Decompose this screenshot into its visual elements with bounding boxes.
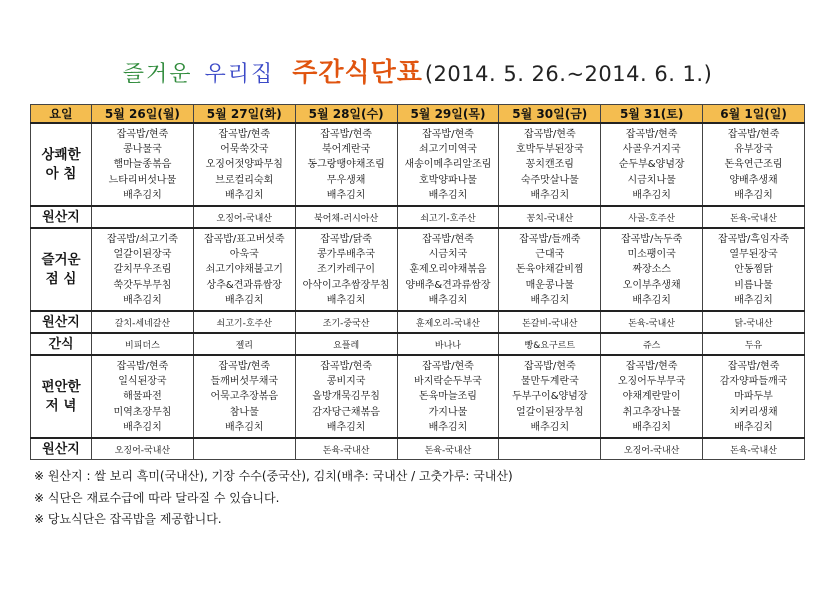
origin-label: 원산지 [31,311,92,333]
menu-item: 해물파전 [123,391,162,403]
menu-item: 북어계란국 [321,144,371,156]
origin-cell: 쇠고기-호주산 [397,206,499,228]
menu-item: 오징어젓양파무침 [205,159,283,171]
dinner-label [31,355,92,438]
menu-item: 잡곡밥/현죽 [422,129,474,140]
lunch-cell [703,228,805,311]
dinner-row [31,355,805,438]
origin-cell: 돈육-국내산 [703,206,805,228]
menu-item: 잡곡밥/현죽 [625,361,678,373]
menu-item: 어묵쑥갓국 [220,144,269,156]
menu-item: 잡곡밥/현죽 [422,361,474,373]
dinner-cell [295,355,397,438]
menu-item: 잡곡밥/표고버섯죽 [203,234,285,246]
title-main: 주간식단표 [292,58,423,88]
menu-item: 양배추&견과류쌈장 [405,279,491,291]
menu-item: 잡곡밥/녹두죽 [620,234,683,246]
origin-cell [193,438,295,460]
origin-cell [499,438,601,460]
snack-cell: 두유 [703,333,805,355]
origin-cell: 닭-국내산 [703,311,805,333]
menu-item: 잡곡밥/현죽 [116,361,169,373]
footnotes [34,466,513,531]
menu-item: 콩비지국 [326,376,366,388]
menu-item: 잡곡밥/현죽 [523,129,576,140]
menu-item: 치커리생채 [729,406,778,418]
breakfast-label-line2: 아 침 [45,165,77,182]
snack-row [31,333,805,355]
menu-item: 배추김치 [428,189,468,201]
menu-title [0,52,835,89]
menu-item: 배추김치 [224,294,264,306]
menu-item: 배추김치 [224,421,264,433]
menu-item: 짜장소스 [632,264,671,276]
snack-cell: 바나나 [397,333,499,355]
menu-item: 오징어두부무국 [617,376,686,388]
menu-item: 잡곡밥/현죽 [523,361,576,373]
lunch-cell [601,228,703,311]
menu-item: 상추&견과류쌈장 [206,279,282,291]
origin-cell: 돈갈비-국내산 [499,311,601,333]
menu-item: 배추김치 [632,421,671,433]
menu-item: 배추김치 [632,189,671,201]
menu-item: 취고추장나물 [622,406,681,418]
menu-item: 순두부&양념장 [618,159,685,171]
lunch-origin-row [31,311,805,333]
title-part2: 우리집 [204,62,275,87]
menu-item: 잡곡밥/닭죽 [320,234,372,246]
menu-item: 야채계란말이 [622,391,681,403]
menu-item: 열무된장국 [729,249,778,261]
snack-cell: 쥬스 [601,333,703,355]
menu-item: 잡곡밥/현죽 [320,129,372,140]
menu-item: 안동찜닭 [734,264,773,276]
menu-item: 호박두부된장국 [515,144,584,156]
menu-item: 얼갈이된장무침 [515,406,584,418]
origin-cell: 꽁치-국내산 [499,206,601,228]
menu-item: 잡곡밥/현죽 [625,129,678,140]
breakfast-origin-row [31,206,805,228]
menu-item: 배추김치 [224,189,264,201]
menu-item: 새송이메추리알조림 [404,159,492,171]
header-label: 요일 [31,105,92,124]
menu-item: 미역초장무침 [113,406,172,418]
menu-item: 잡곡밥/현죽 [218,361,271,373]
menu-item: 잡곡밥/현죽 [727,361,780,373]
breakfast-cell [703,123,805,206]
menu-item: 잡곡밥/현죽 [218,129,271,140]
menu-item: 배추김치 [326,294,366,306]
menu-item: 배추김치 [530,189,570,201]
breakfast-cell [397,123,499,206]
menu-item: 잡곡밥/들깨죽 [519,234,581,246]
menu-item: 배추김치 [428,294,468,306]
menu-item: 훈제오리야채볶음 [409,264,487,276]
menu-item: 아욱국 [229,249,259,261]
menu-item: 배추김치 [326,189,366,201]
origin-cell: 돈육-국내산 [703,438,805,460]
menu-item: 오이부추생채 [622,279,681,291]
lunch-cell [295,228,397,311]
header-day: 5월 26일(월) [92,105,194,124]
snack-cell: 빵&요구르트 [499,333,601,355]
menu-item: 배추김치 [632,294,671,306]
menu-item: 콩가루배추국 [317,249,376,261]
origin-cell: 사골-호주산 [601,206,703,228]
menu-item: 들깨버섯무채국 [210,376,279,388]
menu-item: 돈육마늘조림 [418,391,477,403]
breakfast-row [31,123,805,206]
menu-item: 물만두계란국 [520,376,579,388]
header-day: 5월 31(토) [601,105,703,124]
dinner-label-line1: 편안한 [41,378,81,395]
menu-item: 브로컬리숙회 [215,174,274,186]
header-row [31,105,805,124]
menu-item: 근대국 [535,249,565,261]
menu-item: 가지나물 [428,406,468,418]
footnote: ※ 원산지 : 쌀 보리 흑미(국내산), 기장 수수(중국산), 김치(배추: 국내산 / 고춧가루: 국내산) [34,469,513,483]
menu-item: 일식된장국 [118,376,167,388]
lunch-cell [499,228,601,311]
menu-item: 잡곡밥/현죽 [320,361,372,373]
menu-item: 잡곡밥/현죽 [422,234,474,246]
origin-cell: 돈육-국내산 [601,311,703,333]
menu-item: 사골우거지국 [622,144,681,156]
origin-cell: 북어채-러시아산 [295,206,397,228]
snack-label: 간식 [31,333,92,355]
lunch-cell [397,228,499,311]
dinner-cell [499,355,601,438]
origin-cell: 쇠고기-호주산 [193,311,295,333]
menu-item: 바지락순두부국 [414,376,482,388]
breakfast-label [31,123,92,206]
menu-item: 비름나물 [734,279,773,291]
header-day: 5월 27일(화) [193,105,295,124]
origin-label: 원산지 [31,206,92,228]
dinner-origin-row [31,438,805,460]
lunch-label-line2: 점 심 [45,270,77,287]
lunch-cell [92,228,194,311]
breakfast-cell [295,123,397,206]
origin-cell [92,206,194,228]
menu-item: 배추김치 [428,421,468,433]
breakfast-cell [601,123,703,206]
origin-cell: 갈치-세네갈산 [92,311,194,333]
lunch-label [31,228,92,311]
origin-cell: 조기-중국산 [295,311,397,333]
menu-item: 배추김치 [530,421,570,433]
dinner-label-line2: 저 녁 [45,397,77,414]
weekly-menu-table [30,104,805,460]
lunch-cell [193,228,295,311]
header-day: 6월 1일(일) [703,105,805,124]
menu-item: 호박양파나물 [418,174,477,186]
menu-item: 얼갈이된장국 [113,249,172,261]
menu-item: 쇠고기야채불고기 [205,264,283,276]
footnote: ※ 당뇨식단은 잡곡밥을 제공합니다. [34,512,222,526]
menu-item: 매운콩나물 [525,279,574,291]
footnote: ※ 식단은 재료수급에 따라 달라질 수 있습니다. [34,490,280,505]
menu-item: 잡곡밥/쇠고기죽 [106,234,178,246]
menu-item: 돈육연근조림 [724,159,783,171]
dinner-cell [397,355,499,438]
menu-item: 시금치국 [428,249,468,261]
menu-item: 유부장국 [734,144,773,156]
title-period: (2014. 5. 26.~2014. 6. 1.) [424,62,713,86]
menu-item: 햄마늘종볶음 [113,159,172,171]
menu-item: 시금치나물 [627,174,676,186]
menu-item: 잡곡밥/흑임자죽 [718,234,790,246]
menu-item: 배추김치 [123,421,162,433]
menu-item: 조기카레구이 [317,264,376,276]
header-day: 5월 28일(수) [295,105,397,124]
origin-cell: 훈제오리-국내산 [397,311,499,333]
header-day: 5월 30일(금) [499,105,601,124]
menu-item: 아삭이고추쌈장무침 [302,279,390,291]
menu-item: 배추김치 [123,189,162,201]
menu-item: 갈치무우조림 [113,264,172,276]
menu-item: 배추김치 [734,294,773,306]
breakfast-label-line1: 상쾌한 [41,146,81,163]
menu-item: 잡곡밥/현죽 [116,129,169,140]
origin-label: 원산지 [31,438,92,460]
menu-item: 돈육야채갈비찜 [515,264,584,276]
snack-cell: 젤리 [193,333,295,355]
snack-cell: 비피더스 [92,333,194,355]
menu-item: 배추김치 [123,294,162,306]
menu-item: 콩나물국 [123,144,162,156]
menu-item: 참나물 [229,406,259,418]
lunch-row [31,228,805,311]
dinner-cell [193,355,295,438]
origin-cell: 돈육-국내산 [295,438,397,460]
menu-item: 어묵고추장볶음 [210,391,279,403]
dinner-cell [703,355,805,438]
menu-item: 두부구이&양념장 [512,391,588,403]
menu-item: 배추김치 [530,294,570,306]
menu-item: 감자당근채볶음 [312,406,380,418]
snack-cell: 요플레 [295,333,397,355]
menu-item: 숙주맛살나물 [520,174,579,186]
menu-item: 꽁치캔조림 [525,159,574,171]
menu-item: 미소팽이국 [627,249,676,261]
menu-item: 올방개묵김무침 [312,391,380,403]
menu-item: 감자양파들깨국 [719,376,788,388]
menu-item: 쇠고기미역국 [418,144,477,156]
lunch-label-line1: 즐거운 [41,251,81,268]
menu-item: 마파두부 [734,391,773,403]
dinner-cell [92,355,194,438]
menu-item: 배추김치 [326,421,366,433]
origin-cell: 오징어-국내산 [92,438,194,460]
breakfast-cell [499,123,601,206]
dinner-cell [601,355,703,438]
menu-item: 동그랑땡야채조림 [307,159,385,171]
origin-cell: 오징어-국내산 [193,206,295,228]
menu-item: 배추김치 [734,421,773,433]
title-part1: 즐거운 [122,62,193,87]
menu-item: 느타리버섯나물 [108,174,177,186]
breakfast-cell [193,123,295,206]
origin-cell: 오징어-국내산 [601,438,703,460]
menu-item: 쑥갓두부무침 [113,279,172,291]
menu-item: 배추김치 [734,189,773,201]
menu-item: 무우생채 [326,174,366,186]
breakfast-cell [92,123,194,206]
origin-cell: 돈육-국내산 [397,438,499,460]
menu-item: 양배추생채 [729,174,778,186]
menu-item: 잡곡밥/현죽 [727,129,780,140]
header-day: 5월 29일(목) [397,105,499,124]
